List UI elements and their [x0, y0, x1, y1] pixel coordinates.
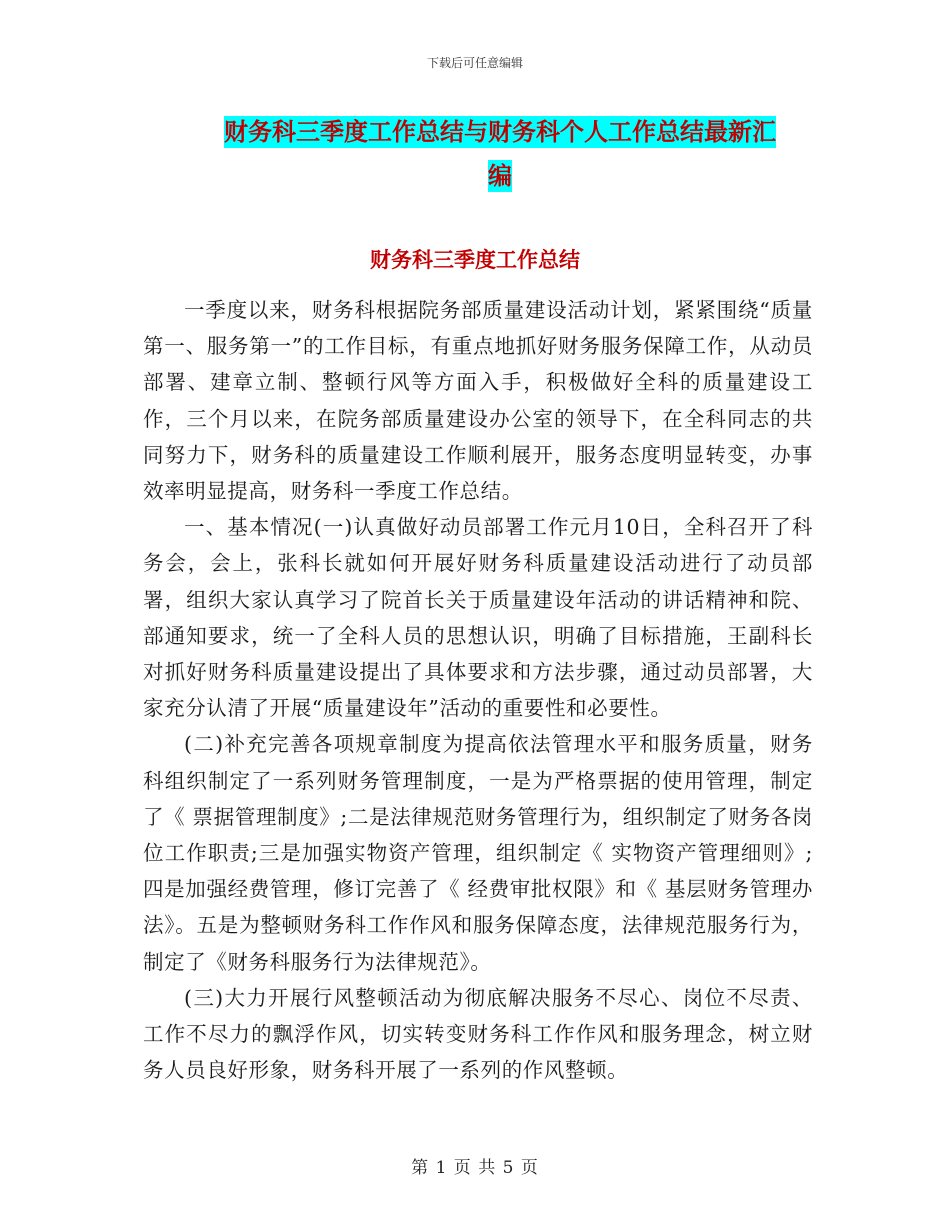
page-footer: 第 1 页 共 5 页 — [411, 1158, 539, 1178]
page-header: 下载后可任意编辑 — [426, 56, 523, 70]
document-title-line-2: 编 — [488, 162, 512, 190]
paragraph: (三)大力开展行风整顿活动为彻底解决服务不尽心、岗位不尽责、工作不尽力的飘浮作风，切实转变财务科工作作风和服务理念，树立财务人员良好形象，财务科开展了一系列的作风整顿。 — [143, 985, 813, 1083]
document-title-line-1: 财务科三季度工作总结与财务科个人工作总结最新汇 — [224, 118, 776, 146]
paragraph: 一季度以来，财务科根据院务部质量建设活动计划，紧紧围绕“质量第一、服务第一”的工作目标，有重点地抓好财务服务保障工作，从动员部署、建章立制、整顿行风等方面入手，积极做好全科的质量建设工作，三个月以来，在院务部质量建设办公室的领导下，在全科同志的共同努力下，财务科的质量建设工作顺利展开，服务态度明显转变，办事效率明显提高，财务科一季度工作总结。 — [143, 298, 813, 504]
document-body — [143, 292, 813, 1088]
paragraph: 一、基本情况(一)认真做好动员部署工作元月10日，全科召开了科务会，会上，张科长就如何开展好财务科质量建设活动进行了动员部署，组织大家认真学习了院首长关于质量建设年活动的讲话精神和院、部通知要求，统一了全科人员的思想认识，明确了目标措施，王副科长对抓好财务科质量建设提出了具体要求和方法步骤，通过动员部署，大家充分认清了开展“质量建设年”活动的重要性和必要性。 — [143, 515, 813, 721]
section-title: 财务科三季度工作总结 — [370, 248, 580, 272]
document-title — [190, 110, 810, 198]
paragraph: (二)补充完善各项规章制度为提高依法管理水平和服务质量，财务科组织制定了一系列财务管理制度，一是为严格票据的使用管理，制定了《 票据管理制度》;二是法律规范财务管理行为，组织制定了财务各岗位工作职责;三是加强实物资产管理，组织制定《 实物资产管理细则》;四是加强经费管理，修订完善了《 经费审批权限》和《 基层财务管理办法》。五是为整顿财务科工作作风和服务保障态度，法律规范服务行为，制定了《财务科服务行为法律规范》。 — [143, 732, 813, 974]
